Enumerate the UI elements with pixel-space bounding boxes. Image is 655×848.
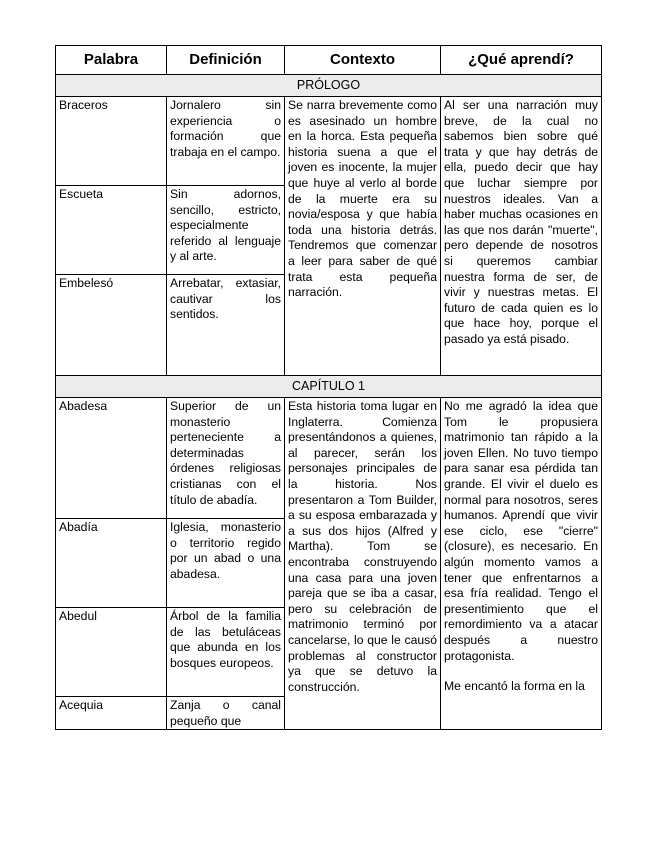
header-row (56, 46, 602, 75)
definition-cell: Zanja o canal pequeño que (167, 697, 285, 730)
section-title: PRÓLOGO (56, 75, 602, 97)
vocabulary-table (55, 45, 602, 730)
table-row (56, 97, 602, 186)
definition-cell: Superior de un monasterio perteneciente a determinadas órdenes religiosas cristianas con el título de abadía. (167, 398, 285, 519)
header-contexto: Contexto (285, 46, 441, 75)
context-cell: Esta historia toma lugar en Inglaterra. Comienza presentándonos a quienes, al parecer, serán los personajes principales de la historia. Nos presentaron a Tom Builder, a su esposa embarazada y a sus dos hijos (Alfred y Martha). Tom se encontraba construyendo una casa para una joven pareja que se iba a casar, pero su celebración de matrimonio terminó por cancelarse, lo que le causó problemas al constructor ya que se detuvo la construcción. (285, 398, 441, 730)
table-row (56, 398, 602, 519)
word-cell: Abedul (56, 608, 167, 697)
section-row-prologo (56, 75, 602, 97)
learned-cell: Al ser una narración muy breve, de la cual no sabemos bien sobre qué trata y que hay detrás de ella, puedo decir que hay que luchar siempre por nuestros ideales. Van a haber muchas ocasiones en las que nos darán "muerte", pero depende de nosotros si queremos cambiar nuestra forma de ser, de vivir y nuestras metas. El futuro de cada quien es lo que hace hoy, porque el pasado ya está pisado. (441, 97, 602, 376)
word-cell: Abadesa (56, 398, 167, 519)
section-title: CAPÍTULO 1 (56, 376, 602, 398)
word-cell: Embelesó (56, 275, 167, 376)
word-cell: Braceros (56, 97, 167, 186)
learned-paragraph-1: No me agradó la idea que Tom le propusiera matrimonio tan rápido a la joven Ellen. No tuvo tiempo para sanar esa pérdida tan grande. El vivir el duelo es normal para nosotros, seres humanos. Aprendí que vivir ese ciclo, ese "cierre" (closure), es necesario. En algún momento vamos a tener que enfrentarnos a esa fría realidad. Tengo el presentimiento que el remordimiento va a atacar después a nuestro protagonista. (444, 399, 598, 663)
definition-cell: Sin adornos, sencillo, estricto, especialmente referido al lenguaje y al arte. (167, 186, 285, 275)
learned-paragraph-2: Me encantó la forma en la (444, 679, 585, 694)
learned-cell (441, 398, 602, 730)
header-que-aprendi: ¿Qué aprendí? (441, 46, 602, 75)
word-cell: Escueta (56, 186, 167, 275)
definition-cell: Jornalero sin experiencia o formación que trabaja en el campo. (167, 97, 285, 186)
definition-cell: Arrebatar, extasiar, cautivar los sentidos. (167, 275, 285, 376)
definition-cell: Árbol de la familia de las betuláceas que abunda en los bosques europeos. (167, 608, 285, 697)
context-cell: Se narra brevemente como es asesinado un hombre en la horca. Esta pequeña historia suena a que el joven es inocente, la mujer que huye al verlo al borde de la muerte era su novia/esposa y que había toda una historia detrás. Tendremos que comenzar a leer para saber de qué trata esta pequeña narración. (285, 97, 441, 376)
section-row-capitulo-1 (56, 376, 602, 398)
word-cell: Abadía (56, 519, 167, 608)
word-cell: Acequia (56, 697, 167, 730)
definition-cell: Iglesia, monasterio o territorio regido por un abad o una abadesa. (167, 519, 285, 608)
header-definicion: Definición (167, 46, 285, 75)
header-palabra: Palabra (56, 46, 167, 75)
